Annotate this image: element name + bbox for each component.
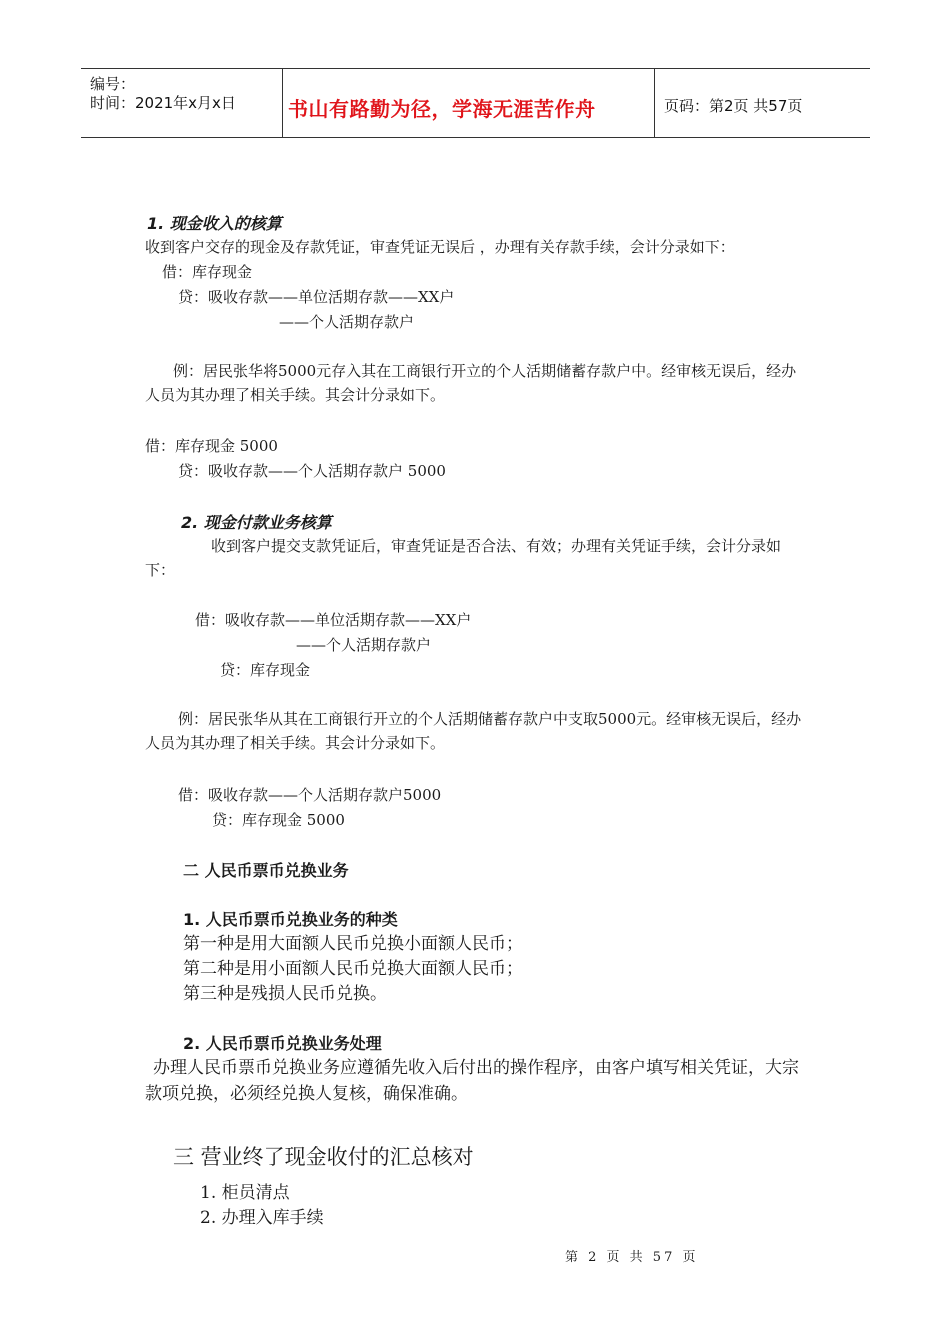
- header-divider: [654, 69, 655, 137]
- part3-item-2: 2. 办理入库手续: [200, 1208, 324, 1228]
- section1-entry-credit: 贷：吸收存款——单位活期存款——XX户: [178, 288, 455, 306]
- section2-entry-debit-2: ——个人活期存款户: [296, 636, 432, 654]
- section2-title: 2. 现金付款业务核算: [181, 513, 332, 532]
- section2-example-credit: 贷：库存现金 5000: [212, 811, 345, 829]
- part2-kind-3: 第三种是残损人民币兑换。: [183, 984, 387, 1004]
- part3-item-1: 1. 柜员清点: [200, 1183, 290, 1203]
- section2-description: 收到客户提交支款凭证后，审查凭证是否合法、有效；办理有关凭证手续，会计分录如下：: [145, 537, 782, 579]
- page-header: [81, 68, 870, 138]
- footer-page-number: 第 2 页 共 57 页: [565, 1250, 699, 1265]
- section1-example: 例：居民张华将5000元存入其在工商银行开立的个人活期储蓄存款户中。经审核无误后，经办人员为其办理了相关手续。其会计分录如下。: [145, 362, 797, 404]
- header-motto: 书山有路勤为径，学海无涯苦作舟: [288, 97, 596, 121]
- header-page-info: 页码：第2页 共57页: [664, 97, 803, 115]
- section1-description: 收到客户交存的现金及存款凭证，审查凭证无误后 ，办理有关存款手续，会计分录如下：: [145, 238, 735, 256]
- part2-kind-2: 第二种是用小面额人民币兑换大面额人民币；: [183, 959, 523, 979]
- header-date-label: 时间：2021年x月x日: [90, 94, 236, 112]
- section2-example-debit: 借：吸收存款——个人活期存款户5000: [178, 786, 442, 804]
- section1-example-credit: 贷：吸收存款——个人活期存款户 5000: [178, 462, 446, 480]
- section2-entry-debit: 借：吸收存款——单位活期存款——XX户: [195, 611, 472, 629]
- section2-example: 例：居民张华从其在工商银行开立的个人活期储蓄存款户中支取5000元。经审核无误后，经办人员为其办理了相关手续。其会计分录如下。: [145, 710, 802, 752]
- part3-title: 三 营业终了现金收付的汇总核对: [173, 1145, 474, 1169]
- part2-kind-1: 第一种是用大面额人民币兑换小面额人民币；: [183, 934, 523, 954]
- part2-sub1-title: 1. 人民币票币兑换业务的种类: [183, 910, 398, 929]
- part2-sub2-title: 2. 人民币票币兑换业务处理: [183, 1034, 382, 1053]
- section1-example-debit: 借：库存现金 5000: [145, 437, 278, 455]
- part2-process: 办理人民币票币兑换业务应遵循先收入后付出的操作程序，由客户填写相关凭证，大宗款项兑换，必须经兑换人复核，确保准确。: [145, 1058, 799, 1104]
- header-number-label: 编号：: [90, 75, 136, 93]
- section1-entry-debit: 借：库存现金: [162, 263, 253, 281]
- section2-entry-credit: 贷：库存现金: [220, 661, 311, 679]
- section1-entry-credit-2: ——个人活期存款户: [279, 313, 415, 331]
- header-divider: [282, 69, 283, 137]
- part2-title: 二 人民币票币兑换业务: [183, 861, 349, 880]
- section1-title: 1. 现金收入的核算: [147, 214, 282, 233]
